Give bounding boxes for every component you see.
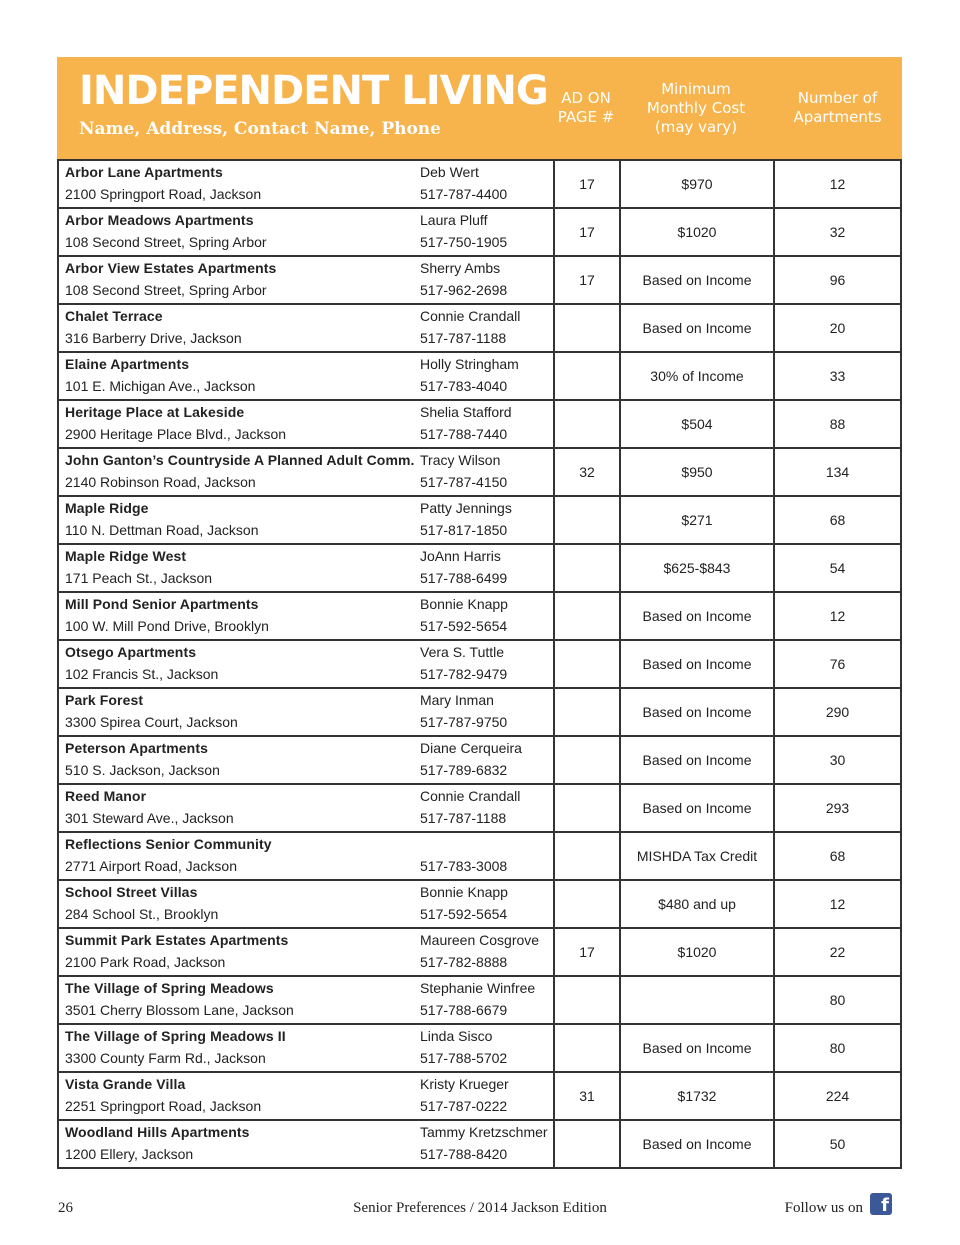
listing-contact: Tammy Kretzschmer	[420, 1124, 548, 1140]
listing-phone: 517-787-0222	[420, 1098, 508, 1114]
ad-page-cell	[553, 497, 619, 543]
listing-info-cell	[59, 545, 553, 591]
monthly-cost-cell: $1020	[619, 209, 773, 255]
monthly-cost-cell: Based on Income	[619, 593, 773, 639]
listing-contact: Shelia Stafford	[420, 404, 512, 420]
listing-info-cell	[59, 209, 553, 255]
listing-phone: 517-787-4150	[420, 474, 508, 490]
listing-contact: Diane Cerqueira	[420, 740, 522, 756]
ad-page-cell	[553, 593, 619, 639]
listing-name: Reed Manor	[65, 788, 147, 804]
apartments-count-cell: 12	[773, 593, 900, 639]
listing-address: 1200 Ellery, Jackson	[65, 1146, 194, 1162]
listing-contact: Kristy Krueger	[420, 1076, 509, 1092]
listing-info-cell	[59, 1073, 553, 1119]
table-row	[59, 591, 900, 639]
listing-contact: Vera S. Tuttle	[420, 644, 505, 660]
table-row	[59, 207, 900, 255]
listing-contact: Holly Stringham	[420, 356, 519, 372]
apartments-count-cell: 68	[773, 497, 900, 543]
ad-page-cell: 17	[553, 257, 619, 303]
listing-info-cell	[59, 449, 553, 495]
listing-address: 2251 Springport Road, Jackson	[65, 1098, 262, 1114]
listing-info-cell	[59, 1121, 553, 1167]
listing-name: John Ganton’s Countryside A Planned Adult Comm.	[65, 452, 415, 468]
ad-page-cell	[553, 401, 619, 447]
listing-name: Arbor Meadows Apartments	[65, 212, 254, 228]
listing-address: 102 Francis St., Jackson	[65, 666, 219, 682]
listing-name: Woodland Hills Apartments	[65, 1124, 250, 1140]
listing-phone: 517-788-8420	[420, 1146, 508, 1162]
ad-page-cell	[553, 641, 619, 687]
listing-phone: 517-787-1188	[420, 810, 507, 826]
listing-phone: 517-787-9750	[420, 714, 508, 730]
listing-name: Heritage Place at Lakeside	[65, 404, 245, 420]
ad-page-cell: 17	[553, 929, 619, 975]
listing-contact: Deb Wert	[420, 164, 479, 180]
listing-contact: JoAnn Harris	[420, 548, 501, 564]
listing-phone: 517-789-6832	[420, 762, 508, 778]
listing-name: Elaine Apartments	[65, 356, 190, 372]
listing-name: Arbor View Estates Apartments	[65, 260, 277, 276]
listing-info-cell	[59, 689, 553, 735]
listing-contact: Patty Jennings	[420, 500, 512, 516]
ad-page-cell	[553, 737, 619, 783]
table-row	[59, 303, 900, 351]
listing-address: 101 E. Michigan Ave., Jackson	[65, 378, 256, 394]
listing-phone: 517-788-6679	[420, 1002, 508, 1018]
apartments-count-cell: 68	[773, 833, 900, 879]
apartments-count-cell: 80	[773, 1025, 900, 1071]
listing-name: Maple Ridge West	[65, 548, 187, 564]
listing-contact: Mary Inman	[420, 692, 494, 708]
listing-address: 2100 Park Road, Jackson	[65, 954, 226, 970]
listing-address: 171 Peach St., Jackson	[65, 570, 213, 586]
table-row	[59, 255, 900, 303]
listing-address: 284 School St., Brooklyn	[65, 906, 219, 922]
table-header	[57, 57, 902, 159]
ad-page-cell: 31	[553, 1073, 619, 1119]
monthly-cost-cell: $480 and up	[619, 881, 773, 927]
listing-name: Peterson Apartments	[65, 740, 208, 756]
listing-address: 110 N. Dettman Road, Jackson	[65, 522, 259, 538]
ad-page-cell: 17	[553, 209, 619, 255]
monthly-cost-cell	[619, 977, 773, 1023]
monthly-cost-cell: Based on Income	[619, 305, 773, 351]
listing-info-cell	[59, 257, 553, 303]
apartments-count-cell: 134	[773, 449, 900, 495]
listing-address: 2140 Robinson Road, Jackson	[65, 474, 256, 490]
listing-phone: 517-962-2698	[420, 282, 508, 298]
listing-phone: 517-788-7440	[420, 426, 508, 442]
listing-name: Reflections Senior Community	[65, 836, 272, 852]
apartments-count-cell: 33	[773, 353, 900, 399]
table-row	[59, 351, 900, 399]
monthly-cost-cell: Based on Income	[619, 257, 773, 303]
listing-info-cell	[59, 929, 553, 975]
follow-us-text: Follow us on	[784, 1200, 863, 1216]
listing-contact: Maureen Cosgrove	[420, 932, 540, 948]
listing-phone: 517-783-3008	[420, 858, 508, 874]
listing-phone: 517-782-8888	[420, 954, 508, 970]
monthly-cost-cell: 30% of Income	[619, 353, 773, 399]
listing-name: The Village of Spring Meadows II	[65, 1028, 286, 1044]
listing-address: 3501 Cherry Blossom Lane, Jackson	[65, 1002, 294, 1018]
listing-info-cell	[59, 641, 553, 687]
ad-page-cell	[553, 833, 619, 879]
table-row	[59, 783, 900, 831]
listing-phone: 517-788-5702	[420, 1050, 508, 1066]
listing-info-cell	[59, 881, 553, 927]
table-row	[59, 639, 900, 687]
listing-phone: 517-592-5654	[420, 906, 508, 922]
listing-name: The Village of Spring Meadows	[65, 980, 274, 996]
listing-name: Otsego Apartments	[65, 644, 197, 660]
apartments-count-cell: 290	[773, 689, 900, 735]
apartments-count-cell: 293	[773, 785, 900, 831]
listing-name: Arbor Lane Apartments	[65, 164, 223, 180]
column-header-ad-page: AD ON PAGE #	[557, 89, 615, 126]
column-header-monthly-cost: Minimum Monthly Cost (may vary)	[646, 79, 746, 136]
apartments-count-cell: 30	[773, 737, 900, 783]
listing-phone: 517-750-1905	[420, 234, 508, 250]
listing-name: Summit Park Estates Apartments	[65, 932, 289, 948]
listing-info-cell	[59, 977, 553, 1023]
listing-info-cell	[59, 785, 553, 831]
listing-info-cell	[59, 401, 553, 447]
table-row	[59, 879, 900, 927]
listing-contact: Linda Sisco	[420, 1028, 493, 1044]
listing-info-cell	[59, 833, 553, 879]
listing-info-cell	[59, 1025, 553, 1071]
monthly-cost-cell: Based on Income	[619, 1121, 773, 1167]
listing-info-cell	[59, 497, 553, 543]
apartments-count-cell: 50	[773, 1121, 900, 1167]
listing-info-cell	[59, 305, 553, 351]
ad-page-cell	[553, 881, 619, 927]
ad-page-cell	[553, 545, 619, 591]
listing-address: 3300 Spirea Court, Jackson	[65, 714, 238, 730]
monthly-cost-cell: Based on Income	[619, 689, 773, 735]
listing-address: 2771 Airport Road, Jackson	[65, 858, 237, 874]
monthly-cost-cell: Based on Income	[619, 785, 773, 831]
monthly-cost-cell: Based on Income	[619, 641, 773, 687]
listing-address: 510 S. Jackson, Jackson	[65, 762, 220, 778]
listing-info-cell	[59, 593, 553, 639]
page-number: 26	[58, 1200, 73, 1216]
listing-phone: 517-782-9479	[420, 666, 508, 682]
listing-address: 108 Second Street, Spring Arbor	[65, 282, 267, 298]
apartments-count-cell: 88	[773, 401, 900, 447]
listing-phone: 517-788-6499	[420, 570, 508, 586]
listing-contact: Tracy Wilson	[420, 452, 501, 468]
listing-address: 2900 Heritage Place Blvd., Jackson	[65, 426, 287, 442]
listing-info-cell	[59, 161, 553, 207]
listing-contact: Connie Crandall	[420, 308, 521, 324]
listing-table-container	[57, 57, 902, 1169]
table-row	[59, 159, 900, 207]
listing-table	[57, 159, 902, 1169]
listing-info-cell	[59, 737, 553, 783]
apartments-count-cell: 22	[773, 929, 900, 975]
listing-address: 2100 Springport Road, Jackson	[65, 186, 262, 202]
monthly-cost-cell: $271	[619, 497, 773, 543]
listing-info-cell	[59, 353, 553, 399]
table-row	[59, 1071, 900, 1119]
listing-name: School Street Villas	[65, 884, 198, 900]
ad-page-cell	[553, 1121, 619, 1167]
listing-phone: 517-787-4400	[420, 186, 508, 202]
listing-address: 108 Second Street, Spring Arbor	[65, 234, 267, 250]
monthly-cost-cell: $970	[619, 161, 773, 207]
listing-address: 3300 County Farm Rd., Jackson	[65, 1050, 266, 1066]
page-footer	[0, 1195, 960, 1220]
listing-name: Mill Pond Senior Apartments	[65, 596, 259, 612]
ad-page-cell: 32	[553, 449, 619, 495]
section-title: INDEPENDENT LIVING	[79, 68, 548, 114]
monthly-cost-cell: Based on Income	[619, 737, 773, 783]
table-row	[59, 1119, 900, 1167]
ad-page-cell	[553, 305, 619, 351]
listing-phone: 517-592-5654	[420, 618, 508, 634]
apartments-count-cell: 80	[773, 977, 900, 1023]
table-row	[59, 831, 900, 879]
ad-page-cell	[553, 353, 619, 399]
section-subtitle: Name, Address, Contact Name, Phone	[79, 119, 441, 139]
table-row	[59, 399, 900, 447]
table-row	[59, 927, 900, 975]
listing-contact: Laura Pluff	[420, 212, 488, 228]
listing-phone: 517-787-1188	[420, 330, 507, 346]
monthly-cost-cell: $1732	[619, 1073, 773, 1119]
table-row	[59, 1023, 900, 1071]
table-row	[59, 543, 900, 591]
table-row	[59, 495, 900, 543]
monthly-cost-cell: MISHDA Tax Credit	[619, 833, 773, 879]
monthly-cost-cell: $504	[619, 401, 773, 447]
ad-page-cell	[553, 689, 619, 735]
ad-page-cell: 17	[553, 161, 619, 207]
ad-page-cell	[553, 1025, 619, 1071]
listing-contact: Bonnie Knapp	[420, 596, 508, 612]
monthly-cost-cell: $950	[619, 449, 773, 495]
apartments-count-cell: 224	[773, 1073, 900, 1119]
publication-title: Senior Preferences / 2014 Jackson Edition	[353, 1200, 607, 1216]
listing-address: 100 W. Mill Pond Drive, Brooklyn	[65, 618, 269, 634]
listing-contact: Connie Crandall	[420, 788, 521, 804]
apartments-count-cell: 76	[773, 641, 900, 687]
listing-address: 301 Steward Ave., Jackson	[65, 810, 234, 826]
monthly-cost-cell: $625-$843	[619, 545, 773, 591]
listing-name: Park Forest	[65, 692, 144, 708]
facebook-icon[interactable]: f	[870, 1193, 892, 1215]
monthly-cost-cell: Based on Income	[619, 1025, 773, 1071]
apartments-count-cell: 12	[773, 161, 900, 207]
ad-page-cell	[553, 785, 619, 831]
listing-contact: Sherry Ambs	[420, 260, 501, 276]
listing-contact: Stephanie Winfree	[420, 980, 536, 996]
apartments-count-cell: 96	[773, 257, 900, 303]
listing-name: Maple Ridge	[65, 500, 149, 516]
ad-page-cell	[553, 977, 619, 1023]
apartments-count-cell: 32	[773, 209, 900, 255]
monthly-cost-cell: $1020	[619, 929, 773, 975]
listing-phone: 517-783-4040	[420, 378, 508, 394]
table-row	[59, 447, 900, 495]
listing-contact: Bonnie Knapp	[420, 884, 508, 900]
table-row	[59, 687, 900, 735]
column-header-apartments: Number of Apartments	[793, 89, 882, 126]
table-row	[59, 975, 900, 1023]
apartments-count-cell: 20	[773, 305, 900, 351]
listing-name: Vista Grande Villa	[65, 1076, 186, 1092]
apartments-count-cell: 12	[773, 881, 900, 927]
listing-address: 316 Barberry Drive, Jackson	[65, 330, 242, 346]
listing-name: Chalet Terrace	[65, 308, 163, 324]
listing-phone: 517-817-1850	[420, 522, 508, 538]
table-row	[59, 735, 900, 783]
apartments-count-cell: 54	[773, 545, 900, 591]
